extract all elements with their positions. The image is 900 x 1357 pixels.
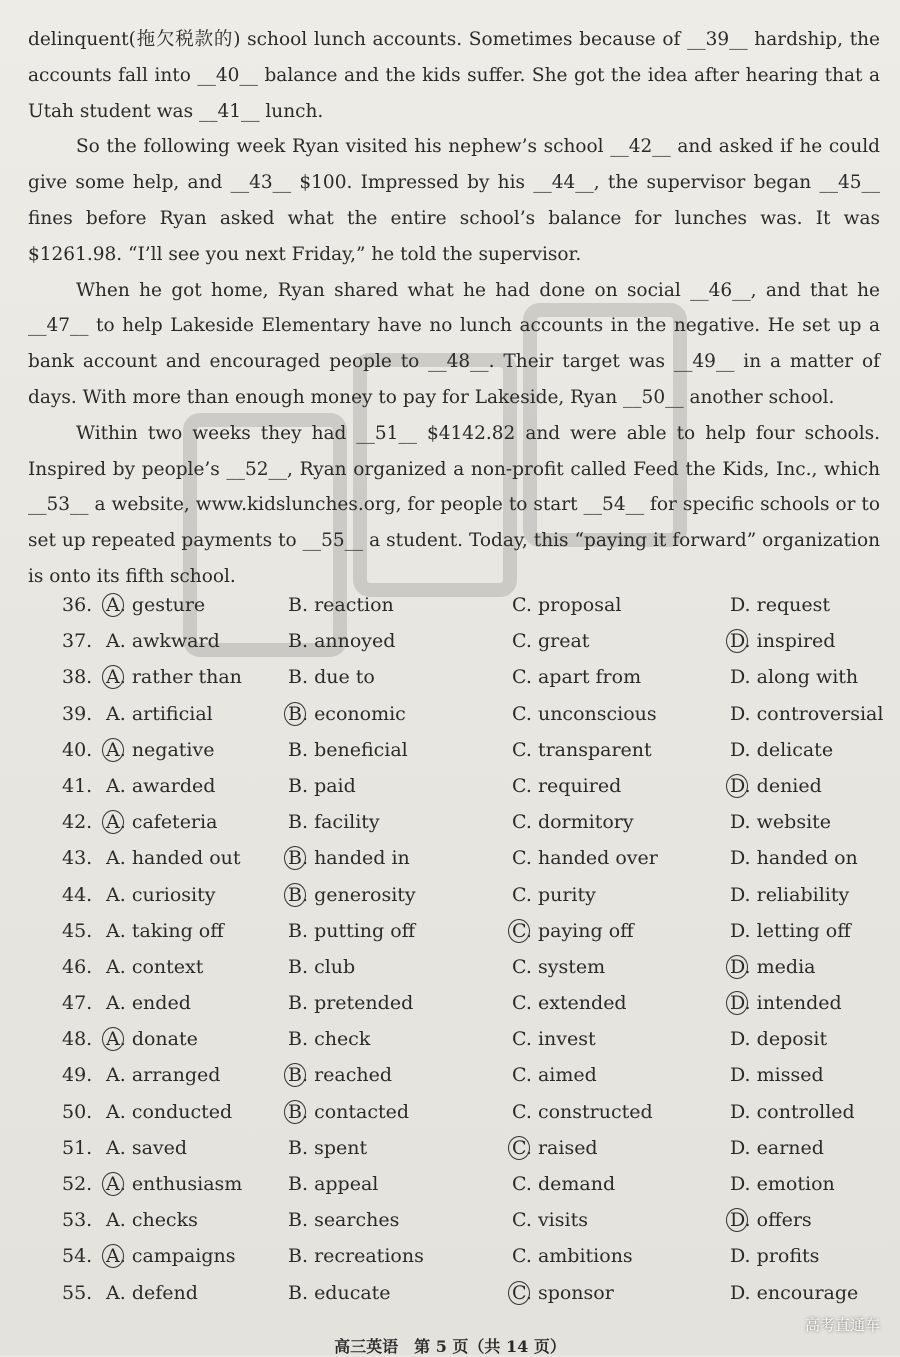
- option-c[interactable]: [512, 1173, 615, 1195]
- option-text: negative: [131, 738, 215, 761]
- question-row: [62, 1245, 892, 1281]
- option-b[interactable]: [288, 1209, 399, 1231]
- option-text: campaigns: [131, 1245, 236, 1268]
- question-row: [62, 666, 892, 702]
- option-text: system: [537, 955, 606, 978]
- option-a[interactable]: [106, 666, 242, 688]
- option-c[interactable]: [512, 1101, 653, 1123]
- option-c[interactable]: [512, 811, 634, 833]
- option-letter: C.: [512, 594, 532, 616]
- option-text: proposal: [537, 594, 622, 616]
- option-text: facility: [314, 811, 380, 834]
- option-text: context: [131, 955, 204, 978]
- question-row: [62, 847, 892, 883]
- option-text: inspired: [756, 630, 836, 653]
- option-text: required: [537, 774, 622, 797]
- option-text: aimed: [537, 1064, 597, 1087]
- option-a[interactable]: [106, 1101, 232, 1123]
- question-row: [62, 1173, 892, 1209]
- option-text: handed in: [314, 847, 410, 870]
- option-text: gesture: [131, 594, 206, 616]
- question-number: 37.: [62, 630, 93, 653]
- question-number: 45.: [62, 919, 93, 942]
- option-d[interactable]: [730, 956, 815, 978]
- option-text: defend: [131, 1281, 198, 1304]
- option-text: transparent: [537, 738, 652, 761]
- option-letter: A.: [106, 955, 126, 978]
- option-text: cafeteria: [131, 811, 218, 834]
- option-letter: A.: [106, 1136, 126, 1159]
- question-row: [62, 1028, 892, 1064]
- option-letter: A.: [106, 847, 126, 870]
- option-a[interactable]: [106, 956, 203, 978]
- option-text: deposit: [756, 1028, 828, 1051]
- option-letter: B.: [288, 847, 309, 870]
- option-text: arranged: [131, 1064, 221, 1087]
- option-text: rather than: [131, 666, 242, 689]
- option-b[interactable]: [288, 666, 375, 688]
- option-d[interactable]: [730, 811, 831, 833]
- option-letter: A.: [106, 738, 126, 761]
- option-letter: C.: [512, 738, 532, 761]
- option-c[interactable]: [512, 1245, 633, 1267]
- option-text: dormitory: [537, 811, 634, 834]
- option-letter: D.: [730, 811, 751, 834]
- answer-options: [62, 594, 892, 1318]
- option-text: visits: [537, 1209, 588, 1232]
- question-row: [62, 739, 892, 775]
- question-number: 38.: [62, 666, 93, 689]
- reading-passage: [28, 22, 880, 595]
- option-letter: B.: [288, 702, 309, 725]
- option-letter: D.: [730, 919, 751, 942]
- option-letter: D.: [730, 847, 751, 870]
- option-b[interactable]: [288, 847, 410, 869]
- option-text: awkward: [131, 630, 220, 653]
- option-letter: B.: [288, 1245, 309, 1268]
- option-letter: B.: [288, 774, 309, 797]
- option-text: saved: [131, 1136, 188, 1159]
- option-letter: B.: [288, 955, 309, 978]
- option-text: along with: [756, 666, 859, 689]
- option-text: putting off: [314, 919, 416, 942]
- option-d[interactable]: [730, 1245, 819, 1267]
- option-a[interactable]: [106, 594, 205, 616]
- option-letter: A.: [106, 1100, 126, 1123]
- option-letter: D.: [730, 1173, 751, 1195]
- question-number: 48.: [62, 1028, 93, 1051]
- option-b[interactable]: [288, 1173, 378, 1195]
- question-number: 39.: [62, 702, 93, 725]
- option-text: controlled: [756, 1100, 855, 1123]
- option-b[interactable]: [288, 992, 413, 1014]
- passage-paragraph-1: delinquent(拖欠税款的) school lunch accounts. Sometimes because of __39__ hardship, the accounts fall into __40__ balance and the kids suffer. She got the idea after hearing that a Utah student was __41__ lunch.: [28, 29, 880, 122]
- option-d[interactable]: [730, 920, 851, 942]
- question-row: [62, 920, 892, 956]
- option-letter: A.: [106, 1281, 126, 1304]
- option-letter: B.: [288, 1209, 309, 1232]
- option-a[interactable]: [106, 1209, 198, 1231]
- option-c[interactable]: [512, 1282, 614, 1304]
- option-a[interactable]: [106, 630, 220, 652]
- option-c[interactable]: [512, 1064, 597, 1086]
- option-letter: C.: [512, 811, 532, 834]
- option-text: check: [314, 1028, 371, 1051]
- option-letter: D.: [730, 1028, 751, 1051]
- option-letter: B.: [288, 738, 309, 761]
- option-letter: B.: [288, 1064, 309, 1087]
- question-row: [62, 630, 892, 666]
- option-letter: B.: [288, 1136, 309, 1159]
- question-number: 52.: [62, 1173, 93, 1195]
- option-letter: C.: [512, 1209, 532, 1232]
- option-text: controversial: [756, 702, 884, 725]
- page-footer: 高三英语 第 5 页（共 14 页）: [334, 1337, 566, 1356]
- option-text: offers: [756, 1209, 812, 1232]
- option-d[interactable]: [730, 1101, 855, 1123]
- option-text: intended: [756, 992, 842, 1015]
- passage-paragraph-4: Within two weeks they had __51__ $4142.82 and were able to help four schools. Inspired by people’s __52__, Ryan organized a non-profit called Feed the Kids, Inc., which __53__ a website, www.kidslunches.org, for people to start __54__ for specific schools or to set up repeated payments to __55__ a student. Today, this “paying it forward” organization is onto its fifth school.: [28, 422, 880, 587]
- option-text: demand: [537, 1173, 616, 1195]
- question-row: [62, 884, 892, 920]
- option-text: sponsor: [537, 1281, 614, 1304]
- option-text: encourage: [756, 1281, 859, 1304]
- option-text: media: [756, 955, 816, 978]
- option-letter: D.: [730, 1136, 751, 1159]
- option-text: artificial: [131, 702, 213, 725]
- option-letter: D.: [730, 702, 751, 725]
- option-d[interactable]: [730, 847, 858, 869]
- option-text: emotion: [756, 1173, 835, 1195]
- option-text: beneficial: [314, 738, 408, 761]
- question-number: 49.: [62, 1064, 93, 1087]
- option-b[interactable]: [288, 811, 380, 833]
- option-a[interactable]: [106, 884, 216, 906]
- question-row: [62, 775, 892, 811]
- option-b[interactable]: [288, 920, 415, 942]
- option-c[interactable]: [512, 775, 621, 797]
- watermark-text: 高考直通车: [804, 1316, 880, 1334]
- option-letter: B.: [288, 811, 309, 834]
- option-a[interactable]: [106, 1282, 198, 1304]
- option-letter: A.: [106, 1028, 126, 1051]
- option-text: appeal: [314, 1173, 379, 1195]
- question-number: 55.: [62, 1281, 93, 1304]
- question-number: 41.: [62, 774, 93, 797]
- option-c[interactable]: [512, 884, 596, 906]
- option-d[interactable]: [730, 1209, 812, 1231]
- option-a[interactable]: [106, 811, 217, 833]
- option-d[interactable]: [730, 739, 833, 761]
- option-letter: D.: [730, 630, 751, 653]
- option-text: apart from: [537, 666, 642, 689]
- option-text: checks: [131, 1209, 198, 1232]
- question-row: [62, 1101, 892, 1137]
- option-text: recreations: [314, 1245, 424, 1268]
- option-a[interactable]: [106, 1137, 187, 1159]
- option-b[interactable]: [288, 703, 406, 725]
- option-text: great: [537, 630, 590, 653]
- question-row: [62, 1137, 892, 1173]
- question-row: [62, 811, 892, 847]
- option-text: donate: [131, 1028, 198, 1051]
- option-letter: D.: [730, 594, 751, 616]
- option-c[interactable]: [512, 920, 634, 942]
- option-c[interactable]: [512, 1137, 598, 1159]
- option-letter: A.: [106, 594, 126, 616]
- option-d[interactable]: [730, 1137, 824, 1159]
- option-text: enthusiasm: [131, 1173, 243, 1195]
- option-letter: A.: [106, 1245, 126, 1268]
- option-a[interactable]: [106, 1064, 220, 1086]
- option-a[interactable]: [106, 775, 215, 797]
- option-letter: A.: [106, 919, 126, 942]
- option-letter: B.: [288, 1028, 309, 1051]
- option-letter: C.: [512, 919, 532, 942]
- option-letter: C.: [512, 1245, 532, 1268]
- option-letter: D.: [730, 666, 751, 689]
- option-letter: C.: [512, 992, 532, 1015]
- option-text: letting off: [756, 919, 851, 942]
- question-number: 44.: [62, 883, 93, 906]
- option-letter: A.: [106, 702, 126, 725]
- option-text: handed on: [756, 847, 858, 870]
- option-d[interactable]: [730, 1173, 835, 1195]
- option-text: annoyed: [314, 630, 396, 653]
- option-text: earned: [756, 1136, 824, 1159]
- option-a[interactable]: [106, 992, 191, 1014]
- option-c[interactable]: [512, 666, 641, 688]
- option-text: denied: [756, 774, 822, 797]
- question-row: [62, 1064, 892, 1100]
- option-letter: B.: [288, 1173, 309, 1195]
- option-letter: C.: [512, 1100, 532, 1123]
- passage-paragraph-2: So the following week Ryan visited his nephew’s school __42__ and asked if he could give some help, and __43__ $100. Impressed by his __44__, the supervisor began __45__ fines before Ryan asked what the entire school’s balance for lunches was. It was $1261.98. “I’ll see you next Friday,” he told the supervisor.: [28, 136, 880, 265]
- option-text: spent: [314, 1136, 368, 1159]
- option-text: due to: [314, 666, 375, 689]
- option-text: missed: [756, 1064, 824, 1087]
- option-letter: D.: [730, 883, 751, 906]
- option-text: taking off: [131, 919, 224, 942]
- question-number: 46.: [62, 955, 93, 978]
- option-text: handed out: [131, 847, 241, 870]
- option-letter: D.: [730, 1281, 751, 1304]
- question-number: 36.: [62, 594, 93, 616]
- option-text: generosity: [314, 883, 416, 906]
- question-row: [62, 1209, 892, 1245]
- option-b[interactable]: [288, 884, 416, 906]
- option-a[interactable]: [106, 1245, 236, 1267]
- option-text: website: [756, 811, 832, 834]
- option-text: ambitions: [537, 1245, 633, 1268]
- question-number: 43.: [62, 847, 93, 870]
- option-letter: D.: [730, 1209, 751, 1232]
- option-letter: A.: [106, 883, 126, 906]
- option-a[interactable]: [106, 847, 241, 869]
- option-letter: D.: [730, 738, 751, 761]
- option-text: reached: [314, 1064, 393, 1087]
- option-text: handed over: [537, 847, 658, 870]
- option-b[interactable]: [288, 739, 408, 761]
- option-b[interactable]: [288, 1245, 424, 1267]
- option-d[interactable]: [730, 1282, 858, 1304]
- question-number: 53.: [62, 1209, 93, 1232]
- option-c[interactable]: [512, 992, 627, 1014]
- option-d[interactable]: [730, 630, 835, 652]
- option-letter: A.: [106, 630, 126, 653]
- option-text: ended: [131, 992, 191, 1015]
- option-text: extended: [537, 992, 627, 1015]
- option-text: curiosity: [131, 883, 216, 906]
- option-letter: C.: [512, 1136, 532, 1159]
- option-letter: B.: [288, 1281, 309, 1304]
- option-text: educate: [314, 1281, 391, 1304]
- option-letter: C.: [512, 1173, 532, 1195]
- option-letter: B.: [288, 1100, 309, 1123]
- option-letter: D.: [730, 1064, 751, 1087]
- option-letter: D.: [730, 955, 751, 978]
- option-letter: C.: [512, 1281, 532, 1304]
- question-row: [62, 992, 892, 1028]
- option-letter: C.: [512, 883, 532, 906]
- question-row: [62, 1282, 892, 1318]
- option-c[interactable]: [512, 630, 589, 652]
- option-text: awarded: [131, 774, 216, 797]
- option-text: request: [756, 594, 831, 616]
- option-letter: C.: [512, 666, 532, 689]
- option-b[interactable]: [288, 1028, 370, 1050]
- option-text: paying off: [537, 919, 634, 942]
- option-a[interactable]: [106, 920, 224, 942]
- option-text: economic: [314, 702, 406, 725]
- option-letter: A.: [106, 774, 126, 797]
- option-d[interactable]: [730, 992, 842, 1014]
- option-c[interactable]: [512, 594, 621, 616]
- option-text: club: [314, 955, 356, 978]
- option-c[interactable]: [512, 1209, 588, 1231]
- question-number: 51.: [62, 1136, 93, 1159]
- option-letter: A.: [106, 811, 126, 834]
- question-number: 42.: [62, 811, 93, 834]
- option-letter: C.: [512, 1028, 532, 1051]
- option-b[interactable]: [288, 1282, 391, 1304]
- option-letter: B.: [288, 594, 309, 616]
- option-letter: A.: [106, 1209, 126, 1232]
- option-b[interactable]: [288, 1101, 409, 1123]
- option-a[interactable]: [106, 703, 213, 725]
- option-letter: C.: [512, 774, 532, 797]
- option-b[interactable]: [288, 775, 356, 797]
- option-letter: B.: [288, 919, 309, 942]
- option-b[interactable]: [288, 1137, 367, 1159]
- option-text: reaction: [314, 594, 394, 616]
- question-row: [62, 703, 892, 739]
- option-a[interactable]: [106, 1173, 242, 1195]
- option-d[interactable]: [730, 884, 849, 906]
- question-number: 47.: [62, 992, 93, 1015]
- option-letter: D.: [730, 1245, 751, 1268]
- option-text: searches: [314, 1209, 400, 1232]
- option-letter: D.: [730, 992, 751, 1015]
- option-text: constructed: [537, 1100, 653, 1123]
- option-letter: B.: [288, 666, 309, 689]
- option-letter: B.: [288, 992, 309, 1015]
- question-number: 50.: [62, 1100, 93, 1123]
- option-d[interactable]: [730, 1028, 827, 1050]
- option-a[interactable]: [106, 1028, 198, 1050]
- option-c[interactable]: [512, 1028, 596, 1050]
- question-number: 40.: [62, 738, 93, 761]
- option-d[interactable]: [730, 1064, 824, 1086]
- option-a[interactable]: [106, 739, 214, 761]
- question-row: [62, 594, 892, 630]
- option-d[interactable]: [730, 666, 858, 688]
- option-letter: A.: [106, 1173, 126, 1195]
- option-text: purity: [537, 883, 596, 906]
- option-letter: C.: [512, 847, 532, 870]
- option-text: profits: [756, 1245, 820, 1268]
- option-letter: C.: [512, 955, 532, 978]
- option-letter: D.: [730, 774, 751, 797]
- option-c[interactable]: [512, 847, 658, 869]
- option-letter: C.: [512, 702, 532, 725]
- option-letter: C.: [512, 630, 532, 653]
- option-b[interactable]: [288, 630, 395, 652]
- option-b[interactable]: [288, 956, 355, 978]
- question-number: 54.: [62, 1245, 93, 1268]
- option-text: contacted: [314, 1100, 410, 1123]
- option-d[interactable]: [730, 594, 830, 616]
- option-text: paid: [314, 774, 356, 797]
- option-letter: D.: [730, 1100, 751, 1123]
- question-row: [62, 956, 892, 992]
- option-letter: B.: [288, 630, 309, 653]
- option-text: unconscious: [537, 702, 657, 725]
- option-c[interactable]: [512, 956, 605, 978]
- option-b[interactable]: [288, 1064, 392, 1086]
- option-c[interactable]: [512, 739, 652, 761]
- option-letter: B.: [288, 883, 309, 906]
- option-letter: A.: [106, 992, 126, 1015]
- passage-paragraph-3: When he got home, Ryan shared what he had done on social __46__, and that he __47__ to help Lakeside Elementary have no lunch accounts in the negative. He set up a bank account and encouraged people to __48__. Their target was __49__ in a matter of days. With more than enough money to pay for Lakeside, Ryan __50__ another school.: [28, 279, 880, 408]
- option-text: pretended: [314, 992, 414, 1015]
- option-text: invest: [537, 1028, 596, 1051]
- option-text: conducted: [131, 1100, 233, 1123]
- option-text: raised: [537, 1136, 598, 1159]
- option-text: reliability: [756, 883, 850, 906]
- option-letter: C.: [512, 1064, 532, 1087]
- option-text: delicate: [756, 738, 834, 761]
- option-letter: A.: [106, 1064, 126, 1087]
- option-d[interactable]: [730, 775, 822, 797]
- option-b[interactable]: [288, 594, 394, 616]
- option-c[interactable]: [512, 703, 657, 725]
- option-letter: A.: [106, 666, 126, 689]
- option-d[interactable]: [730, 703, 883, 725]
